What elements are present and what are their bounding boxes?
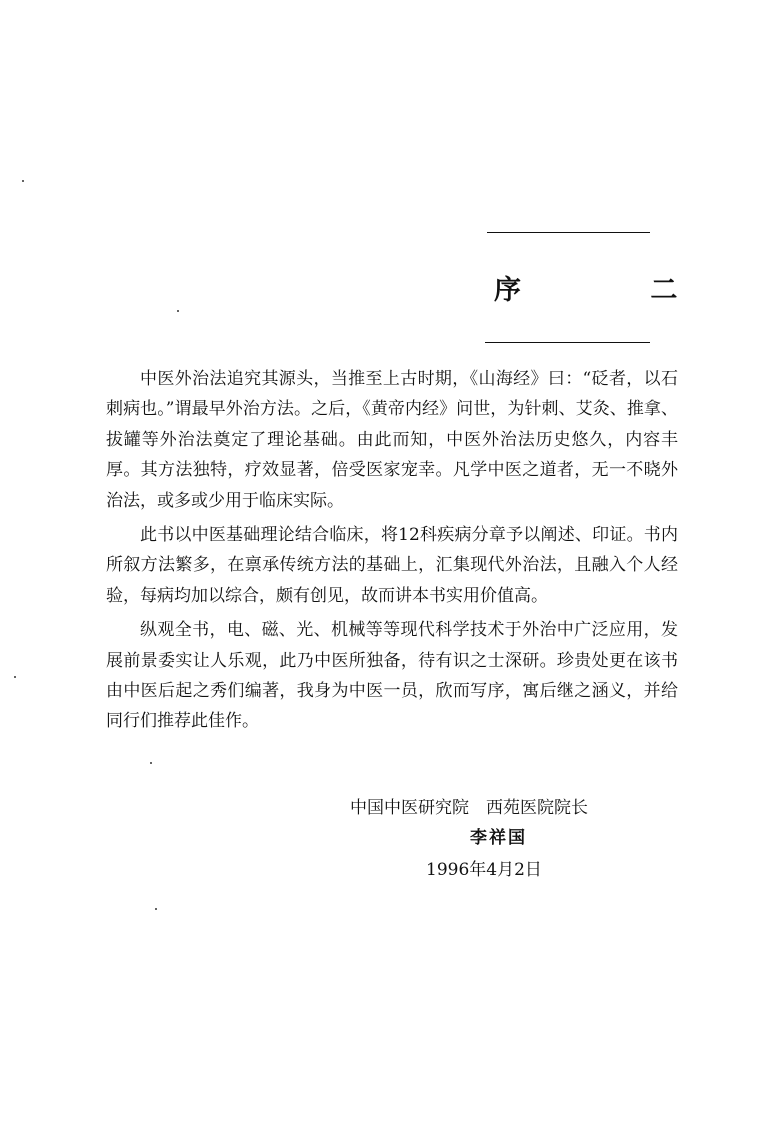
page-title: 序 二 [494, 275, 738, 306]
scan-speck [150, 762, 152, 764]
title-top-rule [487, 232, 650, 233]
title-bottom-rule [485, 342, 650, 343]
scan-speck [22, 180, 24, 182]
scan-speck [155, 908, 157, 910]
paragraph: 纵观全书，电、磁、光、机械等等现代科学技术于外治中广泛应用，发展前景委实让人乐观，此乃中医所独备，待有识之士深研。珍贵处更在该书由中医后起之秀们编著，我身为中医一员，欣而写序，寓后继之涵义，并给同行们推荐此佳作。 [106, 620, 678, 732]
signature-organization: 中国中医研究院 西苑医院院长 [350, 798, 588, 818]
signature-name: 李祥国 [470, 828, 527, 848]
scan-speck [177, 310, 179, 312]
signature-date: 1996年4月2日 [426, 860, 542, 880]
preface-body [106, 364, 678, 741]
scan-speck [14, 676, 16, 678]
paragraph: 此书以中医基础理论结合临床，将12科疾病分章予以阐述、印证。书内所叙方法繁多，在禀承传统方法的基础上，汇集现代外治法，且融入个人经验，每病均加以综合，颇有创见，故而讲本书实用价值高。 [106, 525, 678, 606]
paragraph: 中医外治法追究其源头，当推至上古时期，《山海经》曰：“砭者，以石刺病也。”谓最早外治方法。之后，《黄帝内经》问世，为针刺、艾灸、推拿、拔罐等外治法奠定了理论基础。由此而知，中医外治法历史悠久，内容丰厚。其方法独特，疗效显著，倍受医家宠幸。凡学中医之道者，无一不晓外治法，或多或少用于临床实际。 [106, 369, 678, 511]
